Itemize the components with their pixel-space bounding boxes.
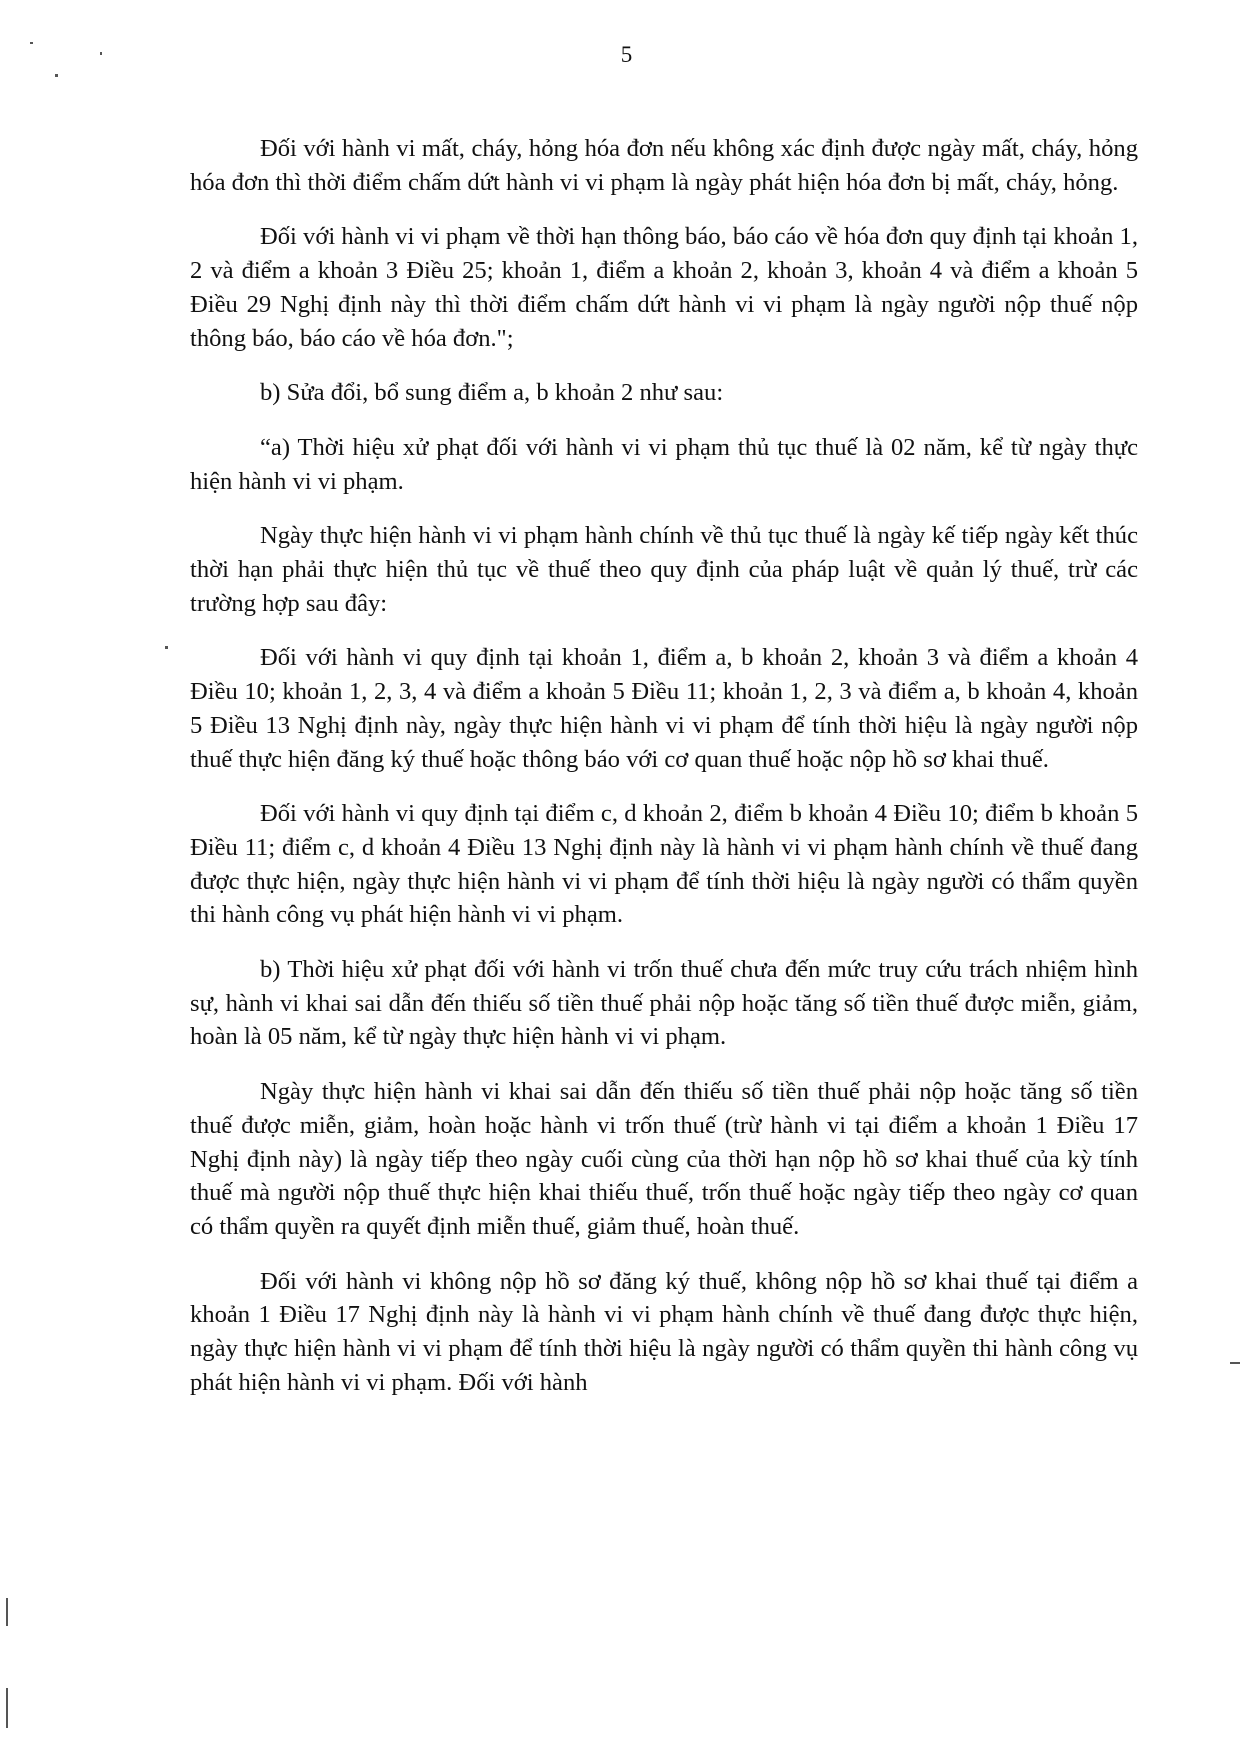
paragraph: Đối với hành vi vi phạm về thời hạn thông báo, báo cáo về hóa đơn quy định tại khoản 1, 2 và điểm a khoản 3 Điều 25; khoản 1, điểm a khoản 2, khoản 3, khoản 4 và điểm a khoản 5 Điều 29 Nghị định này thì thời điểm chấm dứt hành vi vi phạm là ngày người nộp thuế nộp thông báo, báo cáo về hóa đơn."; <box>190 223 1138 352</box>
scan-artifact <box>30 42 33 44</box>
paragraph: “a) Thời hiệu xử phạt đối với hành vi vi phạm thủ tục thuế là 02 năm, kể từ ngày thực hiện hành vi vi phạm. <box>190 433 1138 495</box>
paragraph: b) Thời hiệu xử phạt đối với hành vi trốn thuế chưa đến mức truy cứu trách nhiệm hình sự, hành vi khai sai dẫn đến thiếu số tiền thuế phải nộp hoặc tăng số tiền thuế được miễn, giảm, hoàn là 05 năm, kể từ ngày thực hiện hành vi vi phạm. <box>190 956 1138 1051</box>
scan-artifact <box>1230 1362 1240 1364</box>
scan-artifact <box>55 74 58 77</box>
scan-artifact <box>6 1688 8 1728</box>
paragraph: Đối với hành vi không nộp hồ sơ đăng ký thuế, không nộp hồ sơ khai thuế tại điểm a khoản 1 Điều 17 Nghị định này là hành vi vi phạm hành chính về thuế đang được thực hiện, ngày thực hiện hành vi vi phạm để tính thời hiệu là ngày người có thẩm quyền thi hành công vụ phát hiện hành vi vi phạm. Đối với hành <box>190 1267 1138 1396</box>
scan-artifact <box>100 52 102 55</box>
scan-artifact <box>6 1598 8 1626</box>
paragraph: Đối với hành vi quy định tại điểm c, d khoản 2, điểm b khoản 4 Điều 10; điểm b khoản 5 Điều 11; điểm c, d khoản 4 Điều 13 Nghị định này là hành vi vi phạm hành chính về thuế đang được thực hiện, ngày thực hiện hành vi vi phạm để tính thời hiệu là ngày người có thẩm quyền thi hành công vụ phát hiện hành vi vi phạm. <box>190 800 1138 929</box>
paragraph: Ngày thực hiện hành vi khai sai dẫn đến thiếu số tiền thuế phải nộp hoặc tăng số tiền thuế được miễn, giảm, hoàn hoặc hành vi trốn thuế (trừ hành vi tại điểm a khoản 1 Điều 17 Nghị định này) là ngày tiếp theo ngày cuối cùng của thời hạn nộp hồ sơ khai thuế của kỳ tính thuế mà người nộp thuế thực hiện khai thiếu thuế, trốn thuế hoặc ngày tiếp theo ngày cơ quan có thẩm quyền ra quyết định miễn thuế, giảm thuế, hoàn thuế. <box>190 1078 1138 1240</box>
paragraph: Đối với hành vi mất, cháy, hỏng hóa đơn nếu không xác định được ngày mất, cháy, hỏng hóa đơn thì thời điểm chấm dứt hành vi vi phạm là ngày phát hiện hóa đơn bị mất, cháy, hỏng. <box>190 135 1138 196</box>
scan-artifact <box>165 646 168 649</box>
body-text <box>190 132 1138 1421</box>
paragraph: Ngày thực hiện hành vi vi phạm hành chính về thủ tục thuế là ngày kế tiếp ngày kết thúc thời hạn phải thực hiện thủ tục về thuế theo quy định của pháp luật về quản lý thuế, trừ các trường hợp sau đây: <box>190 522 1138 617</box>
paragraph: Đối với hành vi quy định tại khoản 1, điểm a, b khoản 2, khoản 3 và điểm a khoản 4 Điều 10; khoản 1, 2, 3, 4 và điểm a khoản 5 Điều 11; khoản 1, 2, 3 và điểm a, b khoản 4, khoản 5 Điều 13 Nghị định này, ngày thực hiện hành vi vi phạm để tính thời hiệu là ngày người nộp thuế thực hiện đăng ký thuế hoặc thông báo với cơ quan thuế hoặc nộp hồ sơ khai thuế. <box>190 644 1138 773</box>
paragraph: b) Sửa đổi, bổ sung điểm a, b khoản 2 như sau: <box>260 379 724 407</box>
page-number: 5 <box>620 42 633 67</box>
